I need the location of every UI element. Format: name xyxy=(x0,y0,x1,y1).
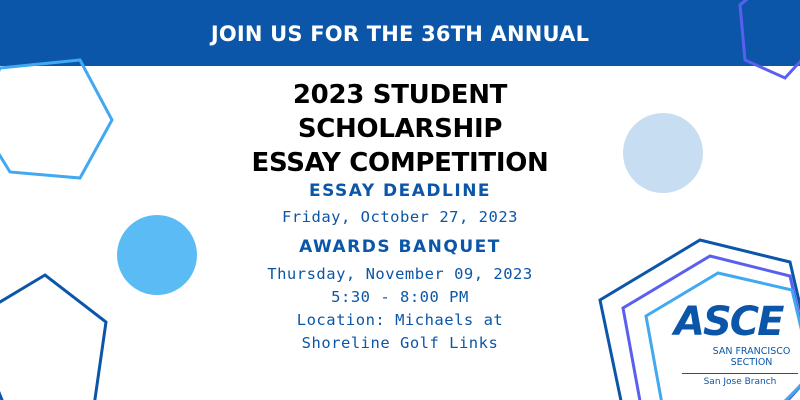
asce-branch: San Jose Branch xyxy=(703,377,777,387)
asce-section-line-2: SECTION xyxy=(730,357,773,368)
deadline-date: Friday, October 27, 2023 xyxy=(282,208,518,226)
hexagon-bottom-left xyxy=(0,275,106,400)
deadline-heading: ESSAY DEADLINE xyxy=(308,181,492,201)
asce-section-line-1: SAN FRANCISCO xyxy=(712,346,791,357)
hexagon-top-right xyxy=(740,0,800,78)
banquet-location-line-2: Shoreline Golf Links xyxy=(301,334,499,352)
title-line-2: SCHOLARSHIP xyxy=(297,114,503,144)
banquet-time: 5:30 - 8:00 PM xyxy=(331,288,469,306)
banquet-heading: AWARDS BANQUET xyxy=(299,237,501,257)
asce-divider xyxy=(682,373,798,374)
title-line-3: ESSAY COMPETITION xyxy=(251,148,549,178)
banquet-date: Thursday, November 09, 2023 xyxy=(267,265,533,283)
asce-wordmark: ASCE xyxy=(674,299,783,345)
banquet-location-line-1: Location: Michaels at xyxy=(296,311,504,329)
title-line-1: 2023 STUDENT xyxy=(292,80,508,110)
asce-logo xyxy=(672,300,800,400)
banner-text: JOIN US FOR THE 36TH ANNUAL xyxy=(210,22,590,46)
hexagon-left-light xyxy=(0,60,112,178)
